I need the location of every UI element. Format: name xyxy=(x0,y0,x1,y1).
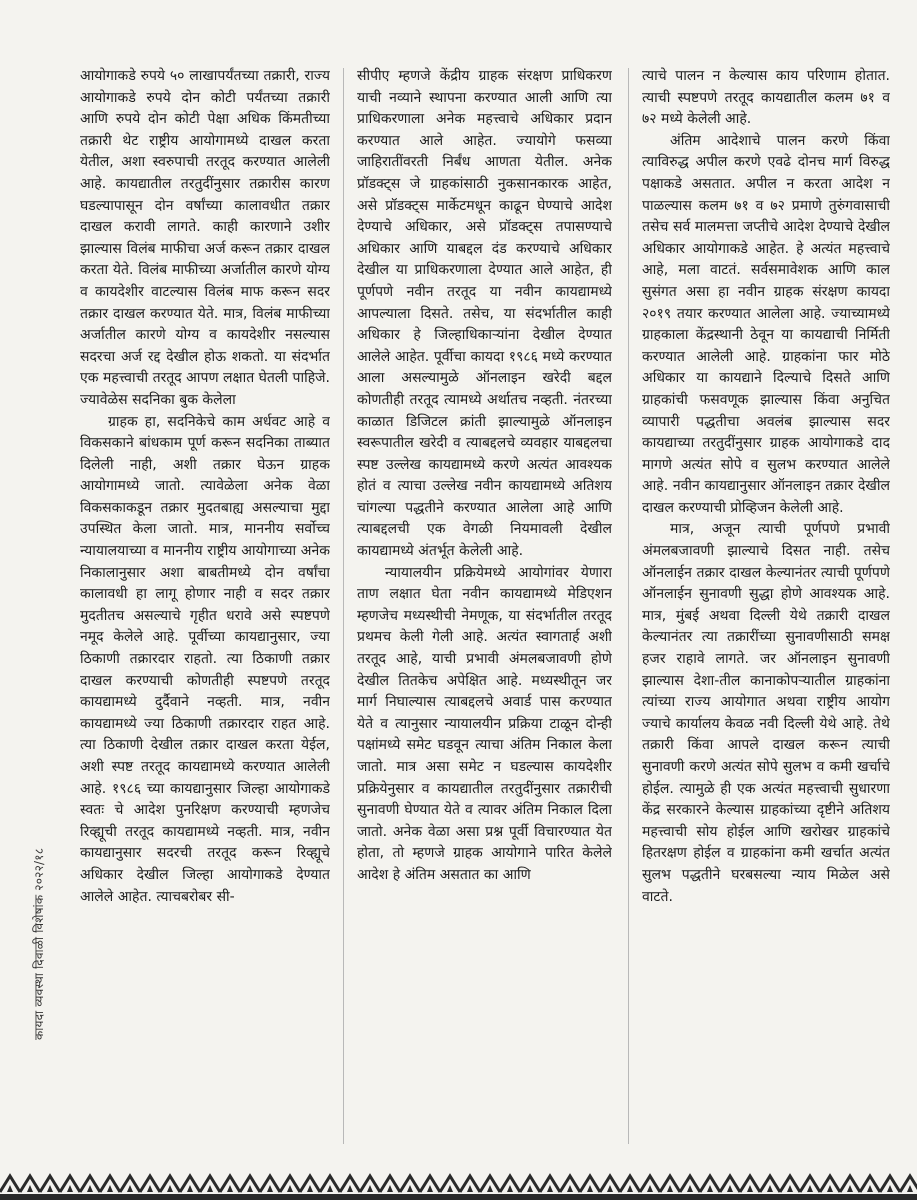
paragraph: आयोगाकडे रुपये ५० लाखापर्यंतच्या तक्रारी, राज्य आयोगाकडे रुपये दोन कोटी पर्यंतच्या तक्रारी आणि रुपये दोन कोटी पेक्षा अधिक किंमतीच्या तक्रारी थेट राष्ट्रीय आयोगामध्ये दाखल करता येतील, अशा स्वरुपाची तरतूद करण्यात आलेली आहे. कायद्यातील तरतुदींनुसार तक्रारीस कारण घडल्यापासून दोन वर्षांच्या कालावधीत तक्रार दाखल करावी लागते. काही कारणाने उशीर झाल्यास विलंब माफीचा अर्ज करून तक्रार दाखल करता येते. विलंब माफीच्या अर्जातील कारणे योग्य व कायदेशीर वाटल्यास विलंब माफ करून सदर तक्रार दाखल करण्यात येते. मात्र, विलंब माफीच्या अर्जातील कारणे योग्य व कायदेशीर नसल्यास सदरचा अर्ज रद्द देखील होऊ शकतो. या संदर्भात एक महत्त्वाची तरतूद आपण लक्षात घेतली पाहिजे. ज्यावेळेस सदनिका बुक केलेला xyxy=(80,68,330,408)
article-column-1 xyxy=(80,66,330,1146)
paragraph: ग्राहक हा, सदनिकेचे काम अर्धवट आहे व विकसकाने बांधकाम पूर्ण करून सदनिका ताब्यात दिलेली नाही, अशी तक्रार घेऊन ग्राहक आयोगामध्ये जातो. त्यावेळेला अनेक वेळा विकसकाकडून तक्रार मुदतबाह्य असल्याचा मुद्दा उपस्थित केला जातो. मात्र, माननीय सर्वोच्च न्यायालयाच्या व माननीय राष्ट्रीय आयोगाच्या अनेक निकालानुसार अशा बाबतीमध्ये दोन वर्षांचा कालावधी हा लागू होणार नाही व सदर तक्रार मुदतीतच असल्याचे गृहीत धरावे असे स्पष्टपणे नमूद केलेले आहे. पूर्वीच्या कायद्यानुसार, ज्या ठिकाणी तक्रारदार राहतो. त्या ठिकाणी तक्रार दाखल करण्याची कोणतीही स्पष्टपणे तरतूद कायद्यामध्ये दुर्दैवाने नव्हती. मात्र, नवीन कायद्यामध्ये ज्या ठिकाणी तक्रारदार राहत आहे. त्या ठिकाणी देखील तक्रार दाखल करता येईल, अशी स्पष्ट तरतूद कायद्यामध्ये करण्यात आलेली आहे. १९८६ च्या कायद्यानुसार जिल्हा आयोगाकडे स्वतः चे आदेश पुनरिक्षण करण्याची म्हणजेच रिव्ह्यूची तरतूद कायद्यामध्ये नव्हती. मात्र, नवीन कायद्यानुसार सदरची तरतूद करून रिव्ह्यूचे अधिकार देखील जिल्हा आयोगाकडे देण्यात आलेले आहेत. त्याचबरोबर सी- xyxy=(80,413,330,905)
article-column-2 xyxy=(357,66,612,1146)
paragraph: न्यायालयीन प्रक्रियेमध्ये आयोगांवर येणारा ताण लक्षात घेता नवीन कायद्यामध्ये मेडिएशन म्हणजेच मध्यस्थीची नेमणूक, या संदर्भातील तरतूद प्रथमच केली गेली आहे. अत्यंत स्वागतार्ह अशी तरतूद आहे, याची प्रभावी अंमलबजावणी होणे देखील तितकेच अपेक्षित आहे. मध्यस्थीतून जर मार्ग निघाल्यास त्याबद्दलचे अवार्ड पास करण्यात येते व त्यानुसार न्यायालयीन प्रक्रिया टाळून दोन्ही पक्षांमध्ये समेट घडवून त्याचा अंतिम निकाल केला जातो. मात्र असा समेट न घडल्यास कायदेशीर प्रक्रियेनुसार व कायद्यातील तरतुदींनुसार तक्रारीची सुनावणी घेण्यात येते व त्यावर अंतिम निकाल दिला जातो. अनेक वेळा असा प्रश्न पूर्वी विचारण्यात येत होता, तो म्हणजे ग्राहक आयोगाने पारित केलेले आदेश हे अंतिम असतात का आणि xyxy=(357,564,612,883)
vertical-page-caption: कायदा व्यवस्था दिवाळी विशेषांक २०२२/१८ xyxy=(32,847,46,1040)
article-column-3 xyxy=(642,66,890,1146)
column-divider xyxy=(343,68,344,1144)
paragraph: अंतिम आदेशाचे पालन करणे किंवा त्याविरुद्ध अपील करणे एवढे दोनच मार्ग विरुद्ध पक्षाकडे असतात. अपील न करता आदेश न पाळल्यास कलम ७१ व ७२ प्रमाणे तुरुंगवासाची तसेच सर्व मालमत्ता जप्तीचे आदेश देण्याचे देखील अधिकार आयोगाकडे आहेत. हे अत्यंत महत्त्वाचे आहे, मला वाटतं. सर्वसमावेशक आणि काल सुसंगत असा हा नवीन ग्राहक संरक्षण कायदा २०१९ तयार करण्यात आलेला आहे. ज्याच्यामध्ये ग्राहकाला केंद्रस्थानी ठेवून या कायद्याची निर्मिती करण्यात आलेली आहे. ग्राहकांना फार मोठे अधिकार या कायद्याने दिल्याचे दिसते आणि ग्राहकांची फसवणूक झाल्यास किंवा अनुचित व्यापारी पद्धतीचा अवलंब झाल्यास सदर कायद्याच्या तरतुदींनुसार ग्राहक आयोगाकडे दाद मागणे अत्यंत सोपे व सुलभ करण्यात आलेले आहे. नवीन कायद्यानुसार ऑनलाइन तक्रार देखील दाखल करण्याची प्रोव्हिजन केलेली आहे. xyxy=(642,132,890,516)
paragraph: सीपीए म्हणजे केंद्रीय ग्राहक संरक्षण प्राधिकरण याची नव्याने स्थापना करण्यात आली आणि त्या प्राधिकरणाला अनेक महत्त्वाचे अधिकार प्रदान करण्यात आले आहेत. ज्यायोगे फसव्या जाहिरातींवरती निर्बंध आणता येतील. अनेक प्रॉडक्ट्स जे ग्राहकांसाठी नुकसानकारक आहेत, असे प्रॉडक्ट्स मार्केटमधून काढून घेण्याचे आदेश देण्याचे अधिकार, असे प्रॉडक्ट्स तपासण्याचे अधिकार आणि याबद्दल दंड करण्याचे अधिकार देखील या प्राधिकरणाला देण्यात आले आहेत, ही पूर्णपणे नवीन तरतूद या नवीन कायद्यामध्ये आपल्याला दिसते. तसेच, या संदर्भातील काही अधिकार हे जिल्हाधिकाऱ्यांना देखील देण्यात आलेले आहेत. पूर्वीचा कायदा १९८६ मध्ये करण्यात आला असल्यामुळे ऑनलाइन खरेदी बद्दल कोणतीही तरतूद त्यामध्ये अर्थातच नव्हती. नंतरच्या काळात डिजिटल क्रांती झाल्यामुळे ऑनलाइन स्वरूपातील खरेदी व त्याबद्दलचे व्यवहार याबद्दलचा स्पष्ट उल्लेख कायद्यामध्ये करणे अत्यंत आवश्यक होतं व त्याचा उल्लेख नवीन कायद्यामध्ये अतिशय चांगल्या पद्धतीने करण्यात आलेला आहे आणि त्याबद्दलची एक वेगळी नियमावली देखील कायद्यामध्ये अंतर्भूत केलेली आहे. xyxy=(357,68,612,560)
column-divider xyxy=(628,68,629,1144)
paragraph: मात्र, अजून त्याची पूर्णपणे प्रभावी अंमलबजावणी झाल्याचे दिसत नाही. तसेच ऑनलाईन तक्रार दाखल केल्यानंतर त्याची पूर्णपणे ऑनलाईन सुनावणी सुद्धा होणे आवश्यक आहे. मात्र, मुंबई अथवा दिल्ली येथे तक्रारी दाखल केल्यानंतर त्या तक्रारींच्या सुनावणीसाठी समक्ष हजर राहावे लागते. जर ऑनलाइन सुनावणी झाल्यास देशा-तील कानाकोपऱ्यातील ग्राहकांना त्यांच्या राज्य आयोगात अथवा राष्ट्रीय आयोग ज्याचे कार्यालय केवळ नवी दिल्ली येथे आहे. तेथे तक्रारी किंवा आपले दाखल करून त्याची सुनावणी करणे अत्यंत सोपे सुलभ व कमी खर्चाचे होईल. त्यामुळे ही एक अत्यंत महत्त्वाची सुधारणा केंद्र सरकारने केल्यास ग्राहकांच्या दृष्टीने अतिशय महत्त्वाची सोय होईल आणि खरोखर ग्राहकांचे हितरक्षण होईल व ग्राहकांना कमी खर्चात अत्यंत सुलभ पद्धतीने घरबसल्या न्याय मिळेल असे वाटते. xyxy=(642,521,890,905)
paragraph: त्याचे पालन न केल्यास काय परिणाम होतात. त्याची स्पष्टपणे तरतूद कायद्यातील कलम ७१ व ७२ मध्ये केलेली आहे. xyxy=(642,68,890,128)
decorative-border xyxy=(0,1170,917,1200)
